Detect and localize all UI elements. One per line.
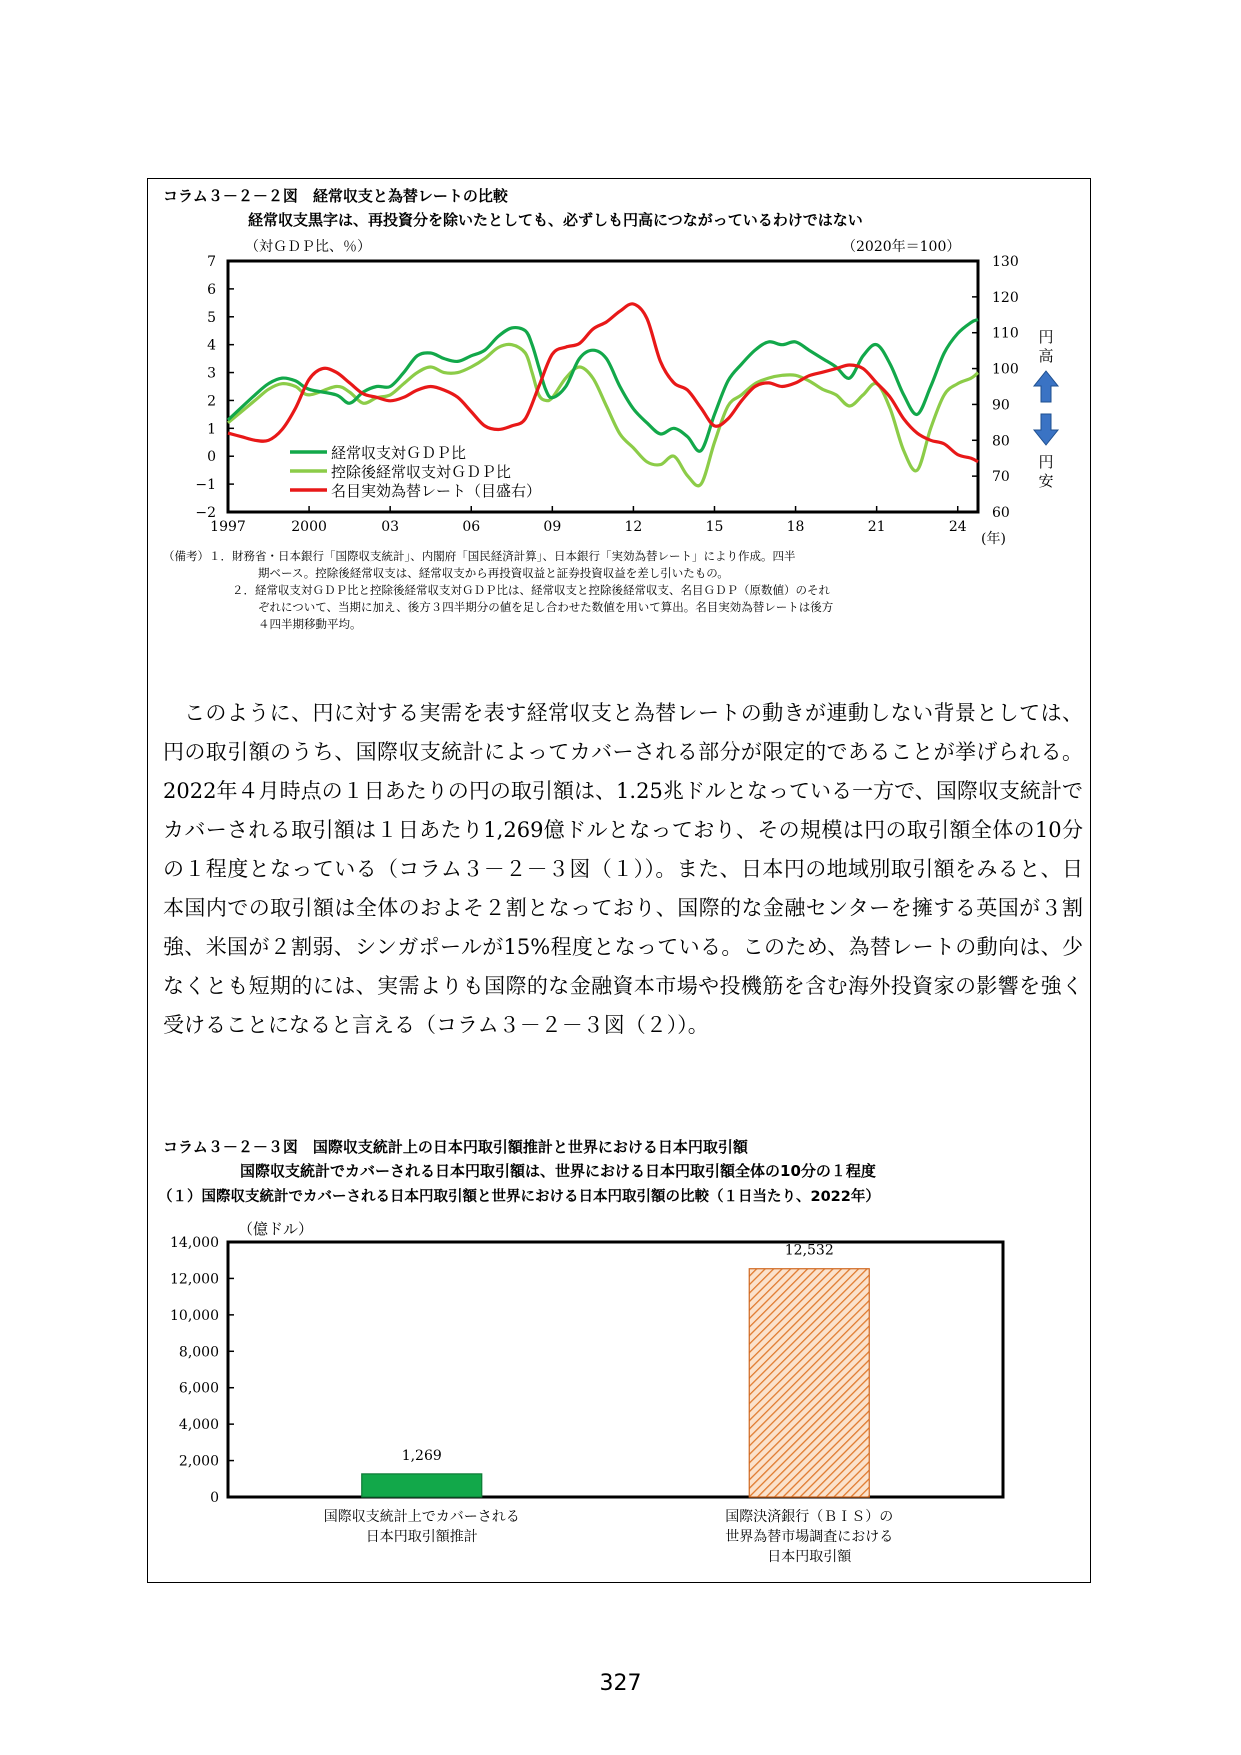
arrow-up-label-2: 高 [1038, 347, 1054, 365]
note-line-4: ぞれについて、当期に加え、後方３四半期分の値を足し合わせた数値を用いて算出。名目実効為替レートは後方 [258, 600, 834, 614]
figure2-title: コラム３－２－３図 国際収支統計上の日本円取引額推計と世界における日本円取引額 [163, 1138, 748, 1156]
x-tick-label: 21 [867, 519, 886, 535]
left-tick-label: −1 [195, 477, 216, 494]
x-tick-label: 09 [543, 519, 562, 535]
left-tick-label: 4 [207, 337, 216, 354]
bar-y-tick-label: 10,000 [170, 1307, 219, 1324]
bar-y-tick-label: 4,000 [178, 1417, 219, 1434]
note-line-2: 期ベース。控除後経常収支は、経常収支から再投資収益と証券投資収益を差し引いたもの。 [258, 566, 729, 580]
right-tick-label: 80 [992, 433, 1010, 450]
arrow-up-icon [1034, 371, 1058, 402]
bar-value-label: 1,269 [401, 1447, 442, 1464]
left-tick-label: 3 [207, 365, 216, 382]
left-tick-label: 0 [207, 449, 216, 466]
left-tick-label: 6 [207, 281, 216, 298]
category-label: 世界為替市場調査における [725, 1529, 894, 1545]
x-tick-label: 2000 [291, 519, 327, 535]
left-tick-label: −2 [195, 505, 216, 521]
note-line-3: ２．経常収支対ＧＤＰ比と控除後経常収支対ＧＤＰ比は、経常収支と控除後経常収支、名目ＧＤＰ（原数値）のそれ [232, 583, 830, 597]
right-axis-unit: （2020年＝100） [842, 239, 961, 255]
left-tick-label: 7 [207, 254, 216, 270]
arrow-down-label-1: 円 [1038, 453, 1054, 471]
bar-y-tick-label: 6,000 [178, 1380, 219, 1397]
bar-y-tick-label: 12,000 [170, 1271, 219, 1288]
bar-value-label: 12,532 [784, 1242, 834, 1259]
bar-y-tick-label: 2,000 [178, 1453, 219, 1470]
x-tick-label: 15 [705, 519, 724, 535]
arrow-up-label-1: 円 [1038, 328, 1054, 346]
right-tick-label: 110 [992, 325, 1019, 342]
body-text: このように、円に対する実需を表す経常収支と為替レートの動きが連動しない背景としては、円の取引額のうち、国際収支統計によってカバーされる部分が限定的であることが挙げられる。2022年４月時点の１日あたりの円の取引額は、1.25兆ドルとなっている一方で、国際収支統計でカバーされる取引額は１日あたり1,269億ドルとなっており、その規模は円の取引額全体の10分の１程度となっている（コラム３－２－３図（１））。また、日本円の地域別取引額をみると、日本国内での取引額は全体のおよそ２割となっており、国際的な金融センターを擁する英国が３割強、米国が２割弱、シンガポールが15%程度となっている。このため、為替レートの動向は、少なくとも短期的には、実需よりも国際的な金融資本市場や投機筋を含む海外投資家の影響を強く受けることになると言える（コラム３－２－３図（２））。 [163, 701, 1083, 1037]
category-label: 日本円取引額推計 [365, 1529, 478, 1545]
x-tick-label: 24 [948, 519, 967, 535]
figure2-subtitle: 国際収支統計でカバーされる日本円取引額は、世界における日本円取引額全体の10分の１程度 [240, 1162, 876, 1180]
category-label: 国際収支統計上でカバーされる [323, 1509, 520, 1525]
x-tick-label: 03 [381, 519, 400, 535]
bar-1 [749, 1269, 869, 1497]
body-paragraph [163, 694, 1083, 1045]
page-number: 327 [599, 1671, 642, 1696]
arrow-down-icon [1034, 414, 1058, 445]
right-tick-label: 90 [992, 397, 1010, 414]
right-tick-label: 60 [992, 505, 1010, 521]
legend-label: 控除後経常収支対ＧＤＰ比 [331, 463, 512, 481]
bar-y-tick-label: 0 [210, 1490, 219, 1506]
legend-label: 名目実効為替レート（目盛右） [331, 482, 542, 500]
arrow-down-label-2: 安 [1038, 472, 1054, 490]
bar-0 [362, 1474, 482, 1497]
x-tick-label: 1997 [210, 519, 246, 535]
bar-y-tick-label: 14,000 [170, 1235, 219, 1251]
right-tick-label: 130 [992, 254, 1019, 270]
figure1-title: コラム３－２－２図 経常収支と為替レートの比較 [163, 187, 508, 205]
left-axis-unit: （対ＧＤＰ比、％） [245, 239, 371, 255]
x-tick-label: 18 [786, 519, 805, 535]
series-line-2 [228, 304, 978, 462]
legend-label: 経常収支対ＧＤＰ比 [331, 444, 467, 462]
left-tick-label: 1 [207, 421, 216, 438]
bar-plot-area-border [228, 1242, 1003, 1497]
x-tick-label: 12 [624, 519, 643, 535]
right-tick-label: 70 [992, 469, 1010, 486]
category-label: 国際決済銀行（ＢＩＳ）の [725, 1509, 894, 1525]
line-chart [0, 230, 1241, 570]
note-line-5: ４四半期移動平均。 [258, 617, 362, 631]
x-tick-label: 06 [462, 519, 481, 535]
yen-strength-indicator [1034, 328, 1058, 490]
bar-y-tick-label: 8,000 [178, 1344, 219, 1361]
bar-chart [0, 1210, 1241, 1565]
figure1-subtitle: 経常収支黒字は、再投資分を除いたとしても、必ずしも円高につながっているわけではない [248, 211, 863, 229]
category-label: 日本円取引額 [767, 1549, 852, 1565]
right-tick-label: 100 [992, 361, 1019, 378]
bar-axis-unit: （億ドル） [238, 1220, 314, 1238]
figure2-panel-title: （１）国際収支統計でカバーされる日本円取引額と世界における日本円取引額の比較（１日当たり、2022年） [158, 1189, 880, 1205]
right-tick-label: 120 [992, 289, 1019, 306]
x-axis-unit: (年) [981, 531, 1006, 547]
note-line-1: （備考）１．財務省・日本銀行「国際収支統計」、内閣府「国民経済計算」、日本銀行「実効為替レート」により作成。四半 [163, 549, 796, 563]
left-tick-label: 2 [207, 393, 216, 410]
left-tick-label: 5 [207, 309, 216, 326]
